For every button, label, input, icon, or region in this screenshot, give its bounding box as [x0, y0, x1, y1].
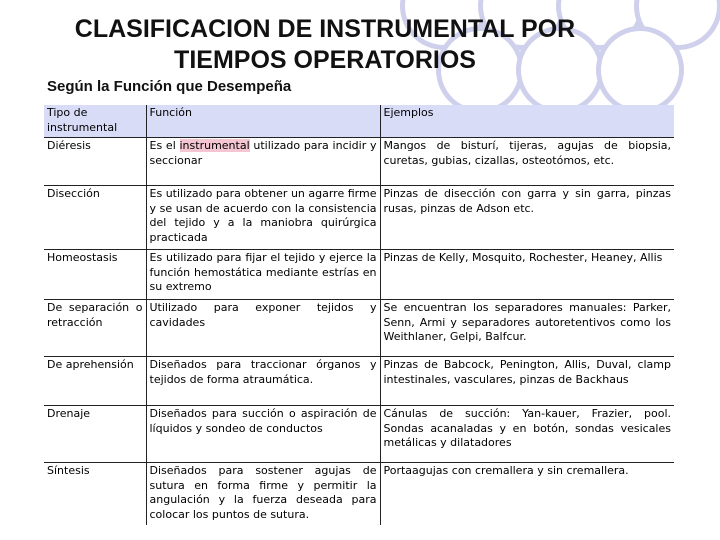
cell-ejemplos: Se encuentran los separadores manuales: Parker, Senn, Armi y separadores autoretentivos como los Weithlaner, Gelpi, Balfcur.	[380, 300, 674, 357]
funcion-text: Es el	[149, 139, 180, 152]
cell-funcion: Es utilizado para fijar el tejido y ejerce la función hemostática mediante estrías en su extremo	[146, 250, 380, 300]
table-row	[44, 250, 674, 300]
cell-ejemplos: Mangos de bisturí, tijeras, agujas de biopsia, curetas, gubias, cizallas, osteotómos, etc.	[380, 138, 674, 186]
table-row	[44, 406, 674, 463]
table-header-row	[44, 105, 674, 138]
cell-tipo: De separación o retracción	[44, 300, 146, 357]
header-funcion: Función	[146, 105, 380, 138]
cell-funcion: Diseñados para sostener agujas de sutura en forma firme y permitir la angulación y la fuerza deseada para colocar los puntos de sutura.	[146, 463, 380, 525]
cell-ejemplos: Pinzas de Babcock, Penington, Allis, Duval, clamp intestinales, vasculares, pinzas de Backhaus	[380, 357, 674, 406]
table-row	[44, 138, 674, 186]
classification-table	[44, 105, 674, 525]
cell-tipo: De aprehensión	[44, 357, 146, 406]
header-tipo: Tipo de instrumental	[44, 105, 146, 138]
cell-funcion: Diseñados para succión o aspiración de líquidos y sondeo de conductos	[146, 406, 380, 463]
table-row	[44, 300, 674, 357]
cell-ejemplos: Pinzas de disección con garra y sin garra, pinzas rusas, pinzas de Adson etc.	[380, 186, 674, 250]
cell-tipo: Diéresis	[44, 138, 146, 186]
slide-subtitle: Según la Función que Desempeña	[47, 78, 292, 95]
cell-funcion: Diseñados para traccionar órganos y tejidos de forma atraumática.	[146, 357, 380, 406]
cell-funcion	[146, 138, 380, 186]
slide-title	[0, 14, 650, 76]
funcion-text: utilizado para incidir y seccionar	[149, 139, 377, 167]
cell-funcion: Utilizado para exponer tejidos y cavidades	[146, 300, 380, 357]
cell-tipo: Drenaje	[44, 406, 146, 463]
table-row	[44, 463, 674, 525]
cell-ejemplos: Portaagujas con cremallera y sin cremallera.	[383, 464, 629, 477]
header-ejemplos: Ejemplos	[380, 105, 674, 138]
cell-ejemplos: Cánulas de succión: Yan-kauer, Frazier, pool. Sondas acanaladas y en botón, sondas vesicales metálicas y dilatadores	[380, 406, 674, 463]
cell-tipo: Homeostasis	[44, 250, 146, 300]
cell-funcion: Es utilizado para obtener un agarre firme y se usan de acuerdo con la consistencia del tejido y a la maniobra quirúrgica practicada	[146, 186, 380, 250]
cell-tipo: Disección	[44, 186, 146, 250]
table-row	[44, 357, 674, 406]
highlighted-word: instrumental	[179, 139, 250, 152]
cell-tipo: Síntesis	[44, 463, 146, 525]
table-row	[44, 186, 674, 250]
title-line-1: CLASIFICACION DE INSTRUMENTAL POR	[74, 15, 576, 43]
title-line-2: TIEMPOS OPERATORIOS	[174, 46, 476, 74]
cell-ejemplos: Pinzas de Kelly, Mosquito, Rochester, Heaney, Allis	[380, 250, 674, 300]
